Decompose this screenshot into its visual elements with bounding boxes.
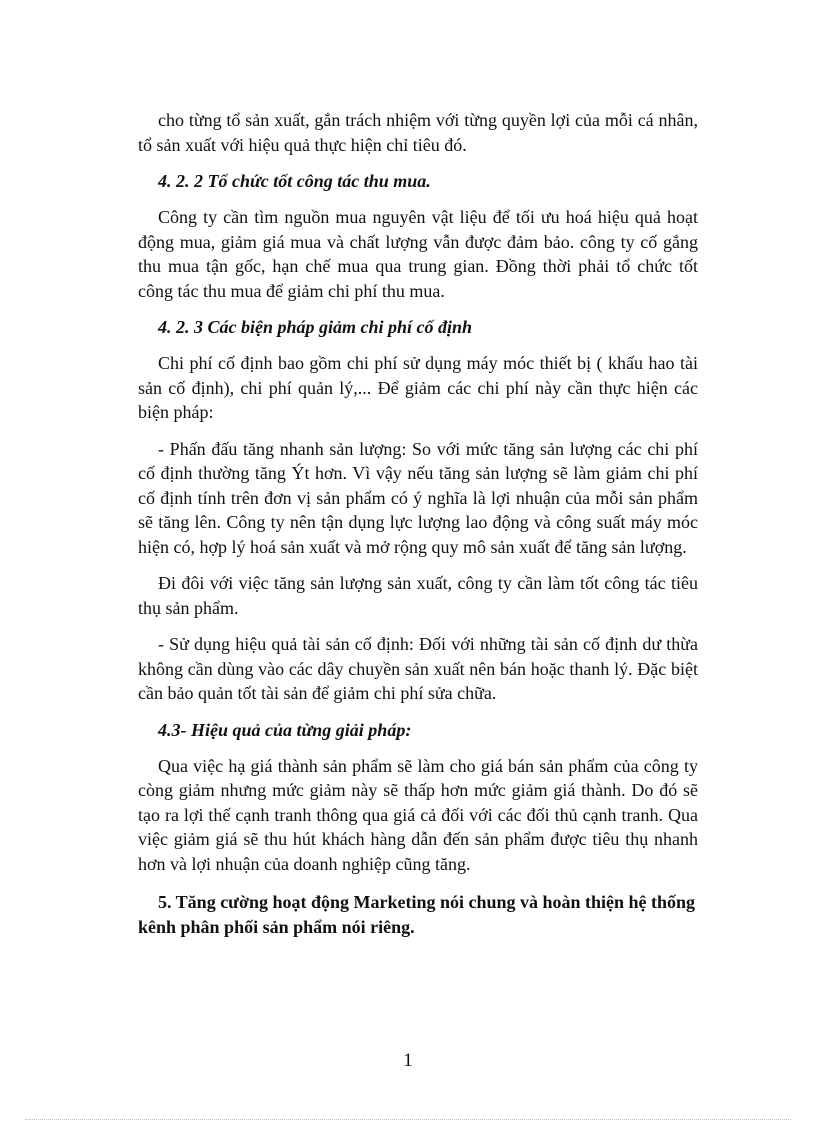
section-4-3-body: Qua việc hạ giá thành sản phẩm sẽ làm cho giá bán sản phẩm của công ty còng giảm nhưng mức giảm này sẽ thấp hơn mức giảm giá thành. Do đó sẽ tạo ra lợi thế cạnh tranh thông qua giá cả đối với các đối thủ cạnh tranh. Qua việc giảm giá sẽ thu hút khách hàng dẫn đến sản phẩm được tiêu thụ nhanh hơn và lợi nhuận của doanh nghiệp cũng tăng.	[138, 755, 698, 874]
section-5-heading: 5. Tăng cường hoạt động Marketing nói chung và hoàn thiện hệ thống kênh phân phối sản phẩm nói riêng.	[138, 892, 696, 937]
section-4-2-3-item-1: - Phấn đấu tăng nhanh sản lượng: So với mức tăng sản lượng các chi phí cố định thường tăng Ýt hơn. Vì vậy nếu tăng sản lượng sẽ làm giảm chi phí cố định tính trên đơn vị sản phẩm có ý nghĩa là lợi nhuận của mỗi sản phẩm sẽ tăng lên. Công ty nên tận dụng lực lượng lao động và công suất máy móc hiện có, hợp lý hoá sản xuất và mở rộng quy mô sản xuất để tăng sản lượng.	[138, 438, 698, 557]
document-page	[138, 108, 698, 940]
section-4-2-3-item-2: - Sử dụng hiệu quả tài sản cố định: Đối với những tài sản cố định dư thừa không cần dùng vào các dây chuyền sản xuất nên bán hoặc thanh lý. Đặc biệt cần bảo quản tốt tài sản để giảm chi phí sửa chữa.	[138, 634, 698, 703]
section-4-2-3-item-1-continuation: Đi đôi với việc tăng sản lượng sản xuất, công ty cần làm tốt công tác tiêu thụ sản phẩm.	[138, 573, 698, 618]
page-number: 1	[403, 1050, 413, 1071]
intro-paragraph: cho từng tổ sản xuất, gắn trách nhiệm với từng quyền lợi của mỗi cá nhân, tổ sản xuất với hiệu quả thực hiện chỉ tiêu đó.	[138, 110, 698, 155]
section-4-2-3-heading: 4. 2. 3 Các biện pháp giảm chi phí cố định	[158, 317, 473, 337]
section-4-2-2-heading: 4. 2. 2 Tổ chức tốt công tác thu mua.	[158, 171, 431, 191]
page-bottom-divider	[25, 1119, 791, 1120]
section-4-3-heading: 4.3- Hiệu quả của từng giải pháp:	[158, 719, 412, 740]
section-4-2-2-body: Công ty cần tìm nguồn mua nguyên vật liệu để tối ưu hoá hiệu quả hoạt động mua, giảm giá mua và chất lượng vẫn được đảm bảo. công ty cố gắng thu mua tận gốc, hạn chế mua qua trung gian. Đồng thời phải tổ chức tốt công tác thu mua để giảm chi phí thu mua.	[138, 207, 698, 301]
section-4-2-3-body: Chi phí cố định bao gồm chi phí sử dụng máy móc thiết bị ( khấu hao tài sản cố định), chi phí quản lý,... Để giảm các chi phí này cần thực hiện các biện pháp:	[138, 353, 698, 422]
